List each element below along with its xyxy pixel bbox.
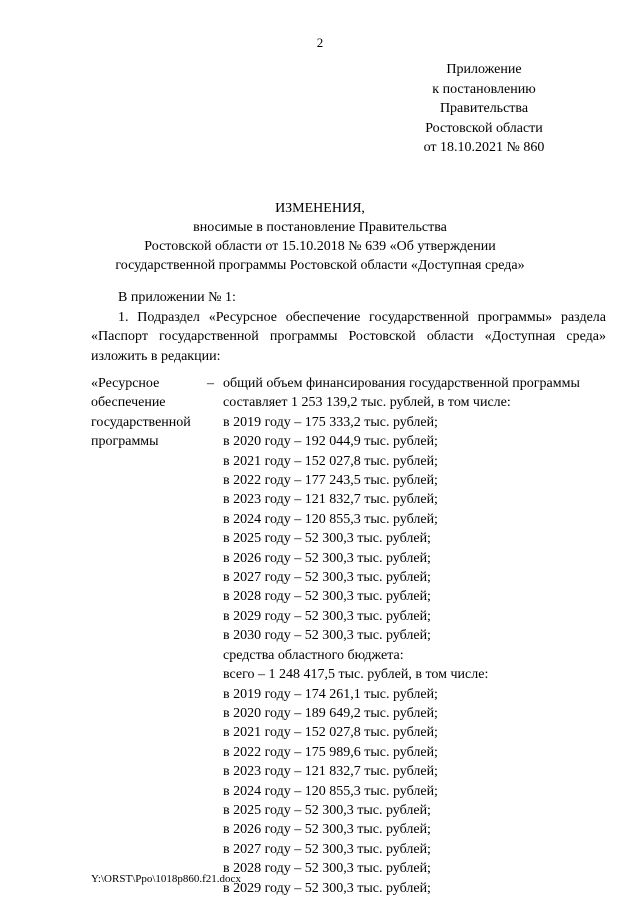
label-line: программы xyxy=(91,434,159,450)
label-line: государственной xyxy=(91,414,191,430)
resource-line: в 2020 году – 189 649,2 тыс. рублей; xyxy=(223,705,438,721)
intro-line: В приложении № 1: xyxy=(118,290,236,305)
resource-line: в 2022 году – 175 989,6 тыс. рублей; xyxy=(223,744,438,760)
resource-line: в 2030 году – 52 300,3 тыс. рублей; xyxy=(223,628,431,644)
resource-label xyxy=(91,374,211,452)
appendix-line: Приложение xyxy=(446,62,522,77)
appendix-line: Ростовской области xyxy=(425,120,543,136)
resource-line: всего – 1 248 417,5 тыс. рублей, в том числе: xyxy=(223,667,489,683)
resource-line: в 2029 году – 52 300,3 тыс. рублей; xyxy=(223,880,431,896)
resource-line: в 2023 году – 121 832,7 тыс. рублей; xyxy=(223,764,438,780)
title-heading: ИЗМЕНЕНИЯ, xyxy=(275,201,365,216)
page-number: 2 xyxy=(316,35,324,50)
intro-paragraph: 1. Подраздел «Ресурсное обеспечение государственной программы» раздела «Паспорт государственной программы Ростовской области «Доступная среда» изложить в редакции: xyxy=(91,309,606,364)
resource-line: в 2028 году – 52 300,3 тыс. рублей; xyxy=(223,589,431,605)
document-title xyxy=(0,199,640,275)
label-line: обеспечение xyxy=(91,395,166,411)
resource-line: в 2019 году – 174 261,1 тыс. рублей; xyxy=(223,686,438,702)
resource-line: в 2026 году – 52 300,3 тыс. рублей; xyxy=(223,550,431,566)
appendix-line: Правительства xyxy=(439,101,529,116)
title-line: государственной программы Ростовской области «Доступная среда» xyxy=(115,258,525,273)
resource-line: в 2028 году – 52 300,3 тыс. рублей; xyxy=(223,861,431,877)
resource-line: в 2024 году – 120 855,3 тыс. рублей; xyxy=(223,511,438,527)
resource-line: в 2024 году – 120 855,3 тыс. рублей; xyxy=(223,783,438,799)
resource-line: в 2025 году – 52 300,3 тыс. рублей; xyxy=(223,802,431,818)
resource-line: в 2020 году – 192 044,9 тыс. рублей; xyxy=(223,434,438,450)
resource-line: общий объем финансирования государственной программы xyxy=(223,376,580,391)
resource-line: в 2019 году – 175 333,2 тыс. рублей; xyxy=(223,414,438,430)
appendix-block xyxy=(384,60,584,158)
label-line: «Ресурсное xyxy=(91,376,160,391)
resource-line: в 2023 году – 121 832,7 тыс. рублей; xyxy=(223,492,438,508)
appendix-line: от 18.10.2021 № 860 xyxy=(423,140,545,155)
resource-line: в 2029 году – 52 300,3 тыс. рублей; xyxy=(223,608,431,624)
resource-line: в 2025 году – 52 300,3 тыс. рублей; xyxy=(223,531,431,547)
title-line: Ростовской области от 15.10.2018 № 639 «Об утверждении xyxy=(144,239,496,254)
resource-line: в 2026 году – 52 300,3 тыс. рублей; xyxy=(223,822,431,838)
resource-line: в 2021 году – 152 027,8 тыс. рублей; xyxy=(223,453,438,469)
separator-dash: – xyxy=(207,376,214,391)
resource-line: в 2027 году – 52 300,3 тыс. рублей; xyxy=(223,841,431,857)
resource-details xyxy=(223,374,623,898)
resource-line: средства областного бюджета: xyxy=(223,647,404,663)
appendix-line: к постановлению xyxy=(432,81,536,97)
resource-line: в 2022 году – 177 243,5 тыс. рублей; xyxy=(223,473,438,489)
file-path-footer: Y:\ORST\Ppo\1018p860.f21.docx xyxy=(91,873,241,885)
intro-block xyxy=(91,288,606,366)
resource-line: в 2027 году – 52 300,3 тыс. рублей; xyxy=(223,570,431,586)
title-line: вносимые в постановление Правительства xyxy=(193,220,447,235)
resource-line: составляет 1 253 139,2 тыс. рублей, в том числе: xyxy=(223,395,511,411)
resource-line: в 2021 году – 152 027,8 тыс. рублей; xyxy=(223,725,438,741)
